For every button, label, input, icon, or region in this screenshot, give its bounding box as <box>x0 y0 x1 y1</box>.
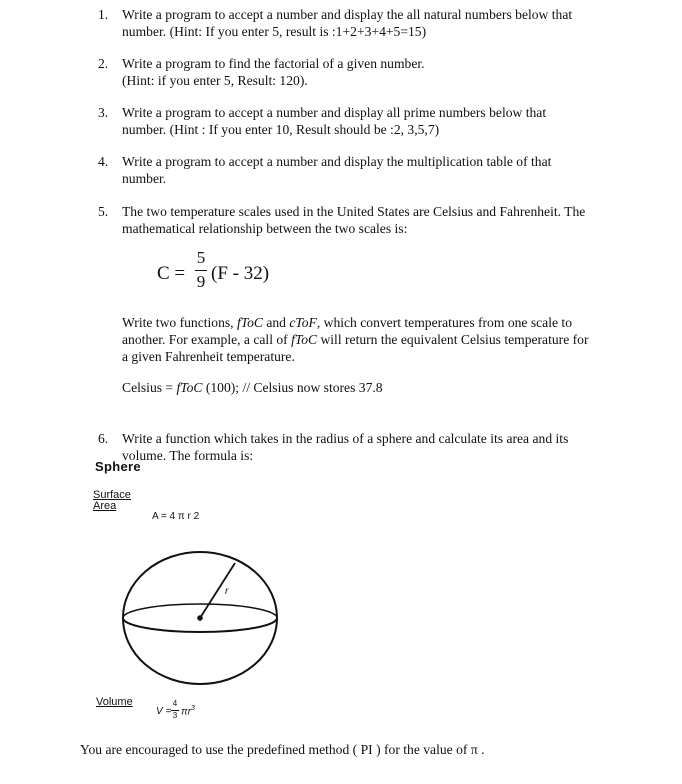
area-formula: A = 4 π r 2 <box>152 511 200 522</box>
question-text-line: number. <box>122 171 167 186</box>
fraction-denominator: 9 <box>196 272 206 291</box>
question-4 <box>98 153 628 187</box>
formula-rhs: (F - 32) <box>211 263 270 284</box>
exponent: 3 <box>191 705 195 712</box>
center-point <box>197 615 203 621</box>
question-text-line: Write a function which takes in the radius of a sphere and calculate its area and its <box>122 431 569 446</box>
footer-note: You are encouraged to use the predefined method ( PI ) for the value of π . <box>80 742 485 757</box>
question-text-line: The two temperature scales used in the United States are Celsius and Fahrenheit. The <box>122 204 586 219</box>
question-number: 1. <box>98 7 109 22</box>
question-5 <box>98 203 628 237</box>
question-number: 6. <box>98 431 109 446</box>
label-line: Surface <box>93 489 131 501</box>
function-name: fToC <box>236 315 263 330</box>
text-run: , which convert temperatures from one scale to <box>316 315 572 330</box>
function-name: cToF <box>289 315 317 330</box>
question-text-line: (Hint: if you enter 5, Result: 120). <box>122 73 308 88</box>
question-text-line: Write a program to accept a number and display the all natural numbers below that <box>122 7 573 22</box>
text-run: Write two functions, <box>122 315 237 330</box>
q5-paragraph <box>122 314 632 365</box>
text-run: (100); // Celsius now stores 37.8 <box>202 380 383 395</box>
surface-area-label <box>93 490 131 512</box>
label-line: Area <box>93 500 117 512</box>
volume-lhs: V = <box>156 706 172 717</box>
question-1 <box>98 6 628 40</box>
text-run: will return the equivalent Celsius temperature for <box>317 332 589 347</box>
question-text-line: number. (Hint: If you enter 5, result is :1+2+3+4+5=15) <box>122 24 427 39</box>
paragraph-line <box>122 314 632 331</box>
question-text-line: volume. The formula is: <box>122 448 254 463</box>
fraction-bar <box>195 270 207 271</box>
question-3 <box>98 104 628 138</box>
radius-line <box>200 563 235 618</box>
volume-label: Volume <box>96 696 133 708</box>
volume-formula <box>156 699 226 725</box>
question-number: 2. <box>98 56 109 71</box>
formula-lhs: C = <box>157 263 186 284</box>
volume-rest <box>181 705 195 717</box>
text-run: and <box>262 315 290 330</box>
sphere-diagram <box>120 548 282 688</box>
function-name: fToC <box>176 380 203 395</box>
function-name: fToC <box>291 332 318 347</box>
question-number: 3. <box>98 105 109 120</box>
volume-denominator: 3 <box>172 711 178 720</box>
text-run: another. For example, a call of <box>122 332 292 347</box>
sphere-title: Sphere <box>95 459 141 474</box>
question-text-line: mathematical relationship between the two scales is: <box>122 221 408 236</box>
question-text-line: number. (Hint : If you enter 10, Result should be :2, 3,5,7) <box>122 122 440 137</box>
volume-numerator: 4 <box>172 699 178 708</box>
fraction-numerator: 5 <box>196 248 206 267</box>
radius-label: r <box>225 586 229 597</box>
paragraph-line: a given Fahrenheit temperature. <box>122 349 295 364</box>
question-2 <box>98 55 628 89</box>
code-example <box>122 380 383 396</box>
question-text-line: Write a program to accept a number and display all prime numbers below that <box>122 105 547 120</box>
question-6 <box>98 430 628 464</box>
question-number: 4. <box>98 154 109 169</box>
question-number: 5. <box>98 204 109 219</box>
question-text-line: Write a program to accept a number and display the multiplication table of that <box>122 154 552 169</box>
paragraph-line <box>122 331 632 348</box>
text-run: πr <box>181 706 192 718</box>
question-text-line: Write a program to find the factorial of a given number. <box>122 56 425 71</box>
text-run: Celsius = <box>122 380 177 395</box>
